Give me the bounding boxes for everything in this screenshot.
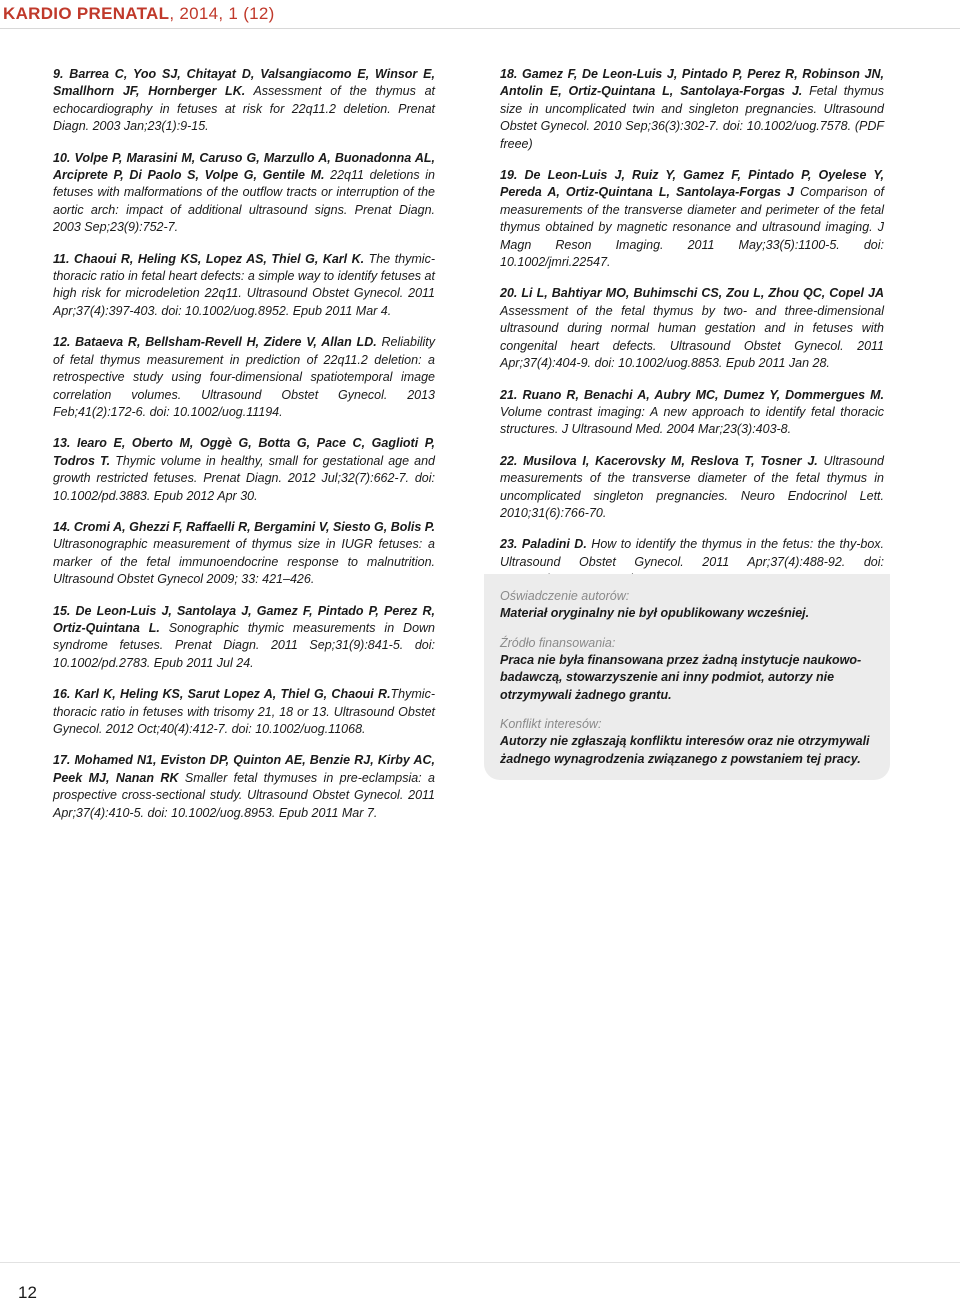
journal-name: KARDIO PRENATAL bbox=[3, 4, 170, 23]
reference-item bbox=[500, 66, 884, 153]
reference-item bbox=[53, 150, 435, 237]
reference-body: Reliability of fetal thymus measurement in prediction of 22q11.2 deletion: a retrospective study using four-dimensional spatiotemporal image correlation volumes. Ultrasound Obstet Gynecol. 2013 Feb;41(2):172-6. doi: 10.1002/uog.11194. bbox=[53, 335, 435, 419]
reference-authors: 11. Chaoui R, Heling KS, Lopez AS, Thiel G, Karl K. bbox=[53, 251, 365, 266]
reference-body: Assessment of the fetal thymus by two- and three-dimensional ultrasound during normal human gestation and in fetuses with congenital heart defects. Ultrasound Obstet Gynecol. 2011 Apr;37(4):404-9. doi: 10.1002/uog.8853. Epub 2011 Jan 28. bbox=[500, 303, 884, 371]
reference-body: How to identify the thymus in the fetus: the thy-box. Ultrasound Obstet Gynecol. 2011 Apr;37(4):488-92. doi: bbox=[500, 537, 884, 569]
reference-authors: 23. Paladini D. bbox=[500, 537, 587, 552]
reference-authors: 15. De Leon-Luis J, Santolaya J, Gamez F, Pintado P, Perez R, Ortiz-Quintana L. bbox=[53, 603, 435, 635]
reference-authors: 17. Mohamed N1, Eviston DP, Quinton AE, Benzie RJ, Kirby AC, Peek MJ, Nanan RK bbox=[53, 753, 435, 785]
reference-item bbox=[53, 686, 435, 738]
reference-item bbox=[53, 519, 435, 589]
reference-authors: 9. Barrea C, Yoo SJ, Chitayat D, Valsangiacomo E, Winsor E, Smallhorn JF, Hornberger LK. bbox=[53, 67, 435, 99]
reference-body: Smaller fetal thymuses in pre-eclampsia: a prospective cross-sectional study. Ultrasound Obstet Gynecol. 2011 Apr;37(4):410-5. doi: 10.1002/uog.8953. Epub 2011 Mar 7. bbox=[53, 770, 435, 820]
declaration-text: Materiał oryginalny nie był opublikowany wcześniej. bbox=[500, 606, 810, 620]
references-left-column bbox=[53, 66, 435, 836]
page-number: 12 bbox=[18, 1283, 37, 1302]
author-statements-box bbox=[484, 574, 890, 780]
reference-authors: 21. Ruano R, Benachi A, Aubry MC, Dumez Y, Dommergues M. bbox=[500, 387, 884, 402]
reference-item bbox=[53, 66, 435, 136]
reference-body: Ultrasound measurements of the transverse diameter of the fetal thymus in uncomplicated singleton pregnancies. Neuro Endocrinol Lett. 2010;31(6):766-70. bbox=[500, 453, 884, 520]
reference-authors: 12. Bataeva R, Bellsham-Revell H, Zidere V, Allan LD. bbox=[53, 335, 377, 350]
reference-authors: 10. Volpe P, Marasini M, Caruso G, Marzullo A, Buonadonna AL, Arciprete P, Di Paolo S, Volpe G, Gentile M. bbox=[53, 150, 435, 183]
reference-body: Comparison of measurements of the transverse diameter and perimeter of the fetal thymus obtained by magnetic resonance and ultrasound imaging. J Magn Reson Imaging. 2011 May;33(5):1100-5. doi: 10.1002/jmri.22547. bbox=[500, 185, 884, 270]
reference-body: Ultrasonographic measurement of thymus size in IUGR fetuses: a marker of the fetal immunoendocrine response to malnutrition. Ultrasound Obstet Gynecol 2009; 33: 421–426. bbox=[53, 537, 435, 587]
reference-item bbox=[53, 752, 435, 822]
reference-authors: 13. Iearo E, Oberto M, Oggè G, Botta G, Pace C, Gaglioti P, Todros T. bbox=[53, 436, 435, 468]
reference-body: 22q11 deletions in fetuses with malformations of the outflow tracts or interruption of the aortic arch: impact of additional ultrasound signs. Prenat Diagn. 2003 Sep;23(9):752-7. bbox=[53, 168, 435, 235]
reference-item bbox=[500, 387, 884, 439]
reference-item bbox=[53, 603, 435, 673]
funding-label: Źródło finansowania: bbox=[500, 635, 616, 650]
journal-issue: , 2014, 1 (12) bbox=[169, 4, 275, 23]
reference-authors: 19. De Leon-Luis J, Ruiz Y, Gamez F, Pintado P, Oyelese Y, Pereda A, Ortiz-Quintana L, Santolaya-Forgas J bbox=[500, 168, 884, 200]
reference-body: Thymic volume in healthy, small for gestational age and growth restricted fetuses. Prenat Diagn. 2012 Jul;32(7):662-7. doi: 10.1002/pd.3883. Epub 2012 Apr 30. bbox=[53, 453, 435, 503]
reference-item bbox=[500, 285, 884, 372]
reference-item bbox=[53, 251, 435, 321]
reference-item bbox=[53, 435, 435, 505]
reference-authors: 22. Musilova I, Kacerovsky M, Reslova T, Tosner J. bbox=[500, 453, 818, 468]
page-header bbox=[0, 0, 960, 28]
references-right-column bbox=[500, 66, 884, 603]
reference-authors: 20. Li L, Bahtiyar MO, Buhimschi CS, Zou L, Zhou QC, Copel JA bbox=[500, 286, 884, 301]
reference-body: The thymic-thoracic ratio in fetal heart defects: a simple way to identify fetuses at high risk for microdeletion 22q11. Ultrasound Obstet Gynecol. 2011 Apr;37(4):397-403. doi: 10.1002/uog.8952. Epub 2011 Mar 4. bbox=[53, 251, 436, 318]
conflict-label: Konflikt interesów: bbox=[500, 717, 602, 731]
reference-item bbox=[500, 453, 884, 523]
reference-body: Fetal thymus size in uncomplicated twin and singleton pregnancies. Ultrasound Obstet Gynecol. 2010 Sep;36(3):302-7. doi: 10.1002/uog.7578. (PDF freee) bbox=[500, 84, 884, 151]
reference-body: Volume contrast imaging: A new approach to identify fetal thoracic structures. J Ultrasound Med. 2004 Mar;23(3):403-8. bbox=[500, 404, 884, 437]
conflict-text: Autorzy nie zgłaszają konfliktu interesów oraz nie otrzymywali żadnego wynagrodzenia związanego z powstaniem tej pracy. bbox=[500, 734, 870, 766]
reference-body: Assessment of the thymus at echocardiography in fetuses at risk for 22q11.2 deletion. Prenat Diagn. 2003 Jan;23(1):9-15. bbox=[53, 84, 435, 134]
footer-divider bbox=[0, 1262, 960, 1263]
reference-body: Thymic-thoracic ratio in fetuses with trisomy 21, 18 or 13. Ultrasound Obstet Gynecol. 2012 Oct;40(4):412-7. doi: 10.1002/uog.11068. bbox=[53, 687, 435, 736]
reference-body: Sonographic thymic measurements in Down syndrome fetuses. Prenat Diagn. 2011 Sep;31(9):841-5. doi: 10.1002/pd.2783. Epub 2011 Jul 24. bbox=[53, 620, 436, 670]
declaration-label: Oświadczenie autorów: bbox=[500, 589, 630, 603]
funding-text: Praca nie była finansowana przez żadną instytucje naukowo-badawczą, stowarzyszenie ani inny podmiot, autorzy nie otrzymywali żadnego grantu. bbox=[500, 652, 862, 702]
reference-authors: 14. Cromi A, Ghezzi F, Raffaelli R, Bergamini V, Siesto G, Bolis P. bbox=[53, 519, 435, 534]
header-divider bbox=[0, 28, 960, 29]
reference-item bbox=[500, 167, 884, 271]
journal-title bbox=[3, 4, 275, 24]
author-statements-content bbox=[500, 588, 880, 780]
reference-item bbox=[53, 334, 435, 421]
reference-authors: 18. Gamez F, De Leon-Luis J, Pintado P, Perez R, Robinson JN, Antolin E, Ortiz-Quintana L, Santolaya-Forgas J. bbox=[500, 67, 884, 99]
reference-authors: 16. Karl K, Heling KS, Sarut Lopez A, Thiel G, Chaoui R. bbox=[53, 687, 391, 702]
